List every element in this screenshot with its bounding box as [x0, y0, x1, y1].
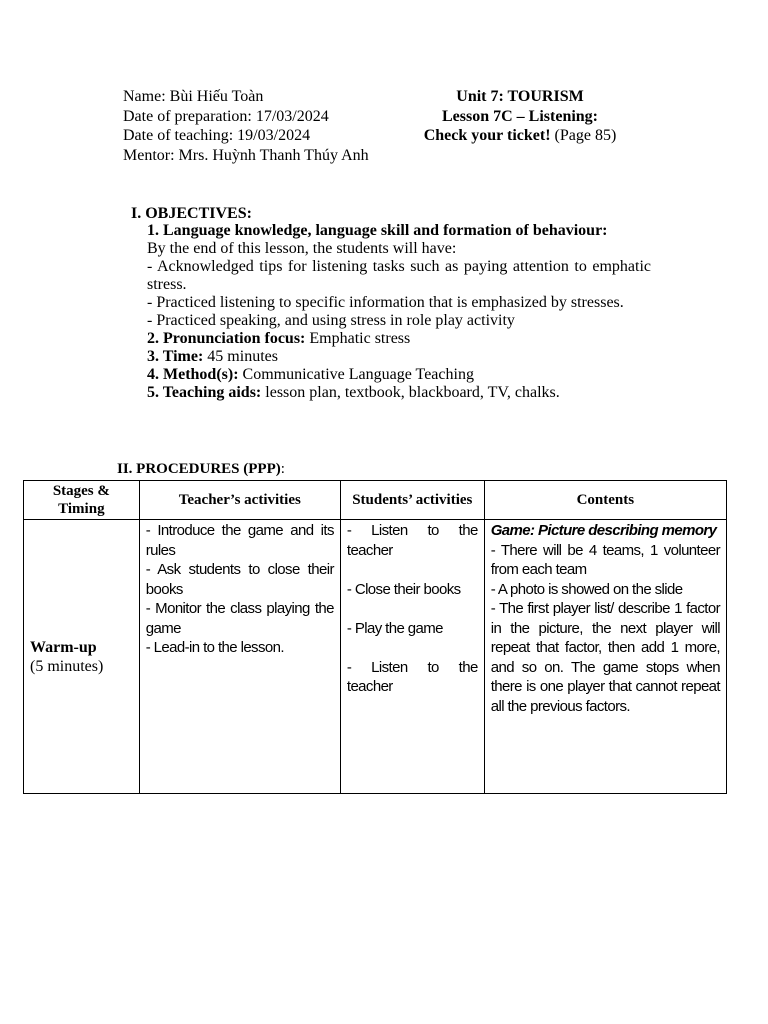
procedures-table — [23, 480, 727, 794]
lesson-title: Check your ticket! — [423, 127, 551, 144]
contents-cell — [484, 520, 726, 794]
list-item: - Lead-in to the lesson. — [145, 639, 284, 656]
lesson-info — [398, 87, 642, 146]
method-line: 4. Method(s): Communicative Language Teaching — [147, 366, 474, 383]
list-item: - Ask students to close their books — [145, 561, 334, 598]
column-header: Students’ activities — [340, 481, 484, 520]
stage-timing: (5 minutes) — [30, 657, 104, 675]
name-line: Name: Bùi Hiếu Toàn — [123, 88, 264, 105]
list-item: - A photo is showed on the slide — [490, 580, 683, 598]
list-item: - Listen to the teacher — [346, 522, 478, 559]
prep-date-line: Date of preparation: 17/03/2024 — [123, 107, 329, 125]
pronunciation-line: 2. Pronunciation focus: Emphatic stress — [147, 330, 411, 347]
list-item: - Monitor the class playing the game — [145, 600, 334, 637]
objective-item: - Practiced listening to specific information that is emphasized by stresses. — [147, 294, 624, 311]
lesson-title-line — [398, 126, 642, 146]
student-activities-cell — [340, 520, 484, 794]
teaching-aids-line: 5. Teaching aids: lesson plan, textbook, blackboard, TV, chalks. — [147, 384, 560, 401]
list-item: - Listen to the teacher — [346, 658, 478, 695]
column-header: Stages & Timing — [24, 481, 140, 520]
game-title: Game: Picture describing memory — [490, 522, 717, 539]
stage-name: Warm-up — [30, 638, 97, 656]
list-item: - Introduce the game and its rules — [145, 522, 334, 559]
objective-item: - Acknowledged tips for listening tasks such as paying attention to emphatic stress. — [147, 258, 651, 293]
teacher-info — [123, 87, 383, 165]
time-line: 3. Time: 45 minutes — [147, 348, 278, 365]
objectives-body — [147, 222, 651, 402]
objective-item: - Practiced speaking, and using stress in role play activity — [147, 312, 515, 329]
list-item: - The first player list/ describe 1 factor in the picture, the next player will repeat that factor, then add 1 more, and so on. The game stops when there is one player that cannot repeat all the previous factors. — [490, 600, 720, 715]
unit-title: Unit 7: TOURISM — [456, 88, 584, 105]
list-item: - There will be 4 teams, 1 volunteer from each team — [490, 541, 720, 578]
page-reference: (Page 85) — [550, 127, 617, 144]
list-item: - Play the game — [346, 619, 443, 637]
table-row — [24, 520, 727, 794]
teaching-date-line: Date of teaching: 19/03/2024 — [123, 127, 311, 144]
list-item: - Close their books — [346, 580, 461, 598]
objective-intro: By the end of this lesson, the students will have: — [147, 240, 457, 257]
procedures-heading: II. PROCEDURES (PPP): — [117, 461, 285, 477]
stage-cell — [24, 520, 140, 794]
teacher-activities-cell — [139, 520, 340, 794]
objective-subheading: 1. Language knowledge, language skill and formation of behaviour: — [147, 222, 608, 239]
objectives-heading: I. OBJECTIVES: — [131, 205, 252, 222]
lesson-number: Lesson 7C – Listening: — [441, 107, 599, 125]
mentor-line: Mentor: Mrs. Huỳnh Thanh Thúy Anh — [123, 146, 369, 164]
column-header: Contents — [484, 481, 726, 520]
column-header: Teacher’s activities — [139, 481, 340, 520]
table-header-row — [24, 481, 727, 520]
